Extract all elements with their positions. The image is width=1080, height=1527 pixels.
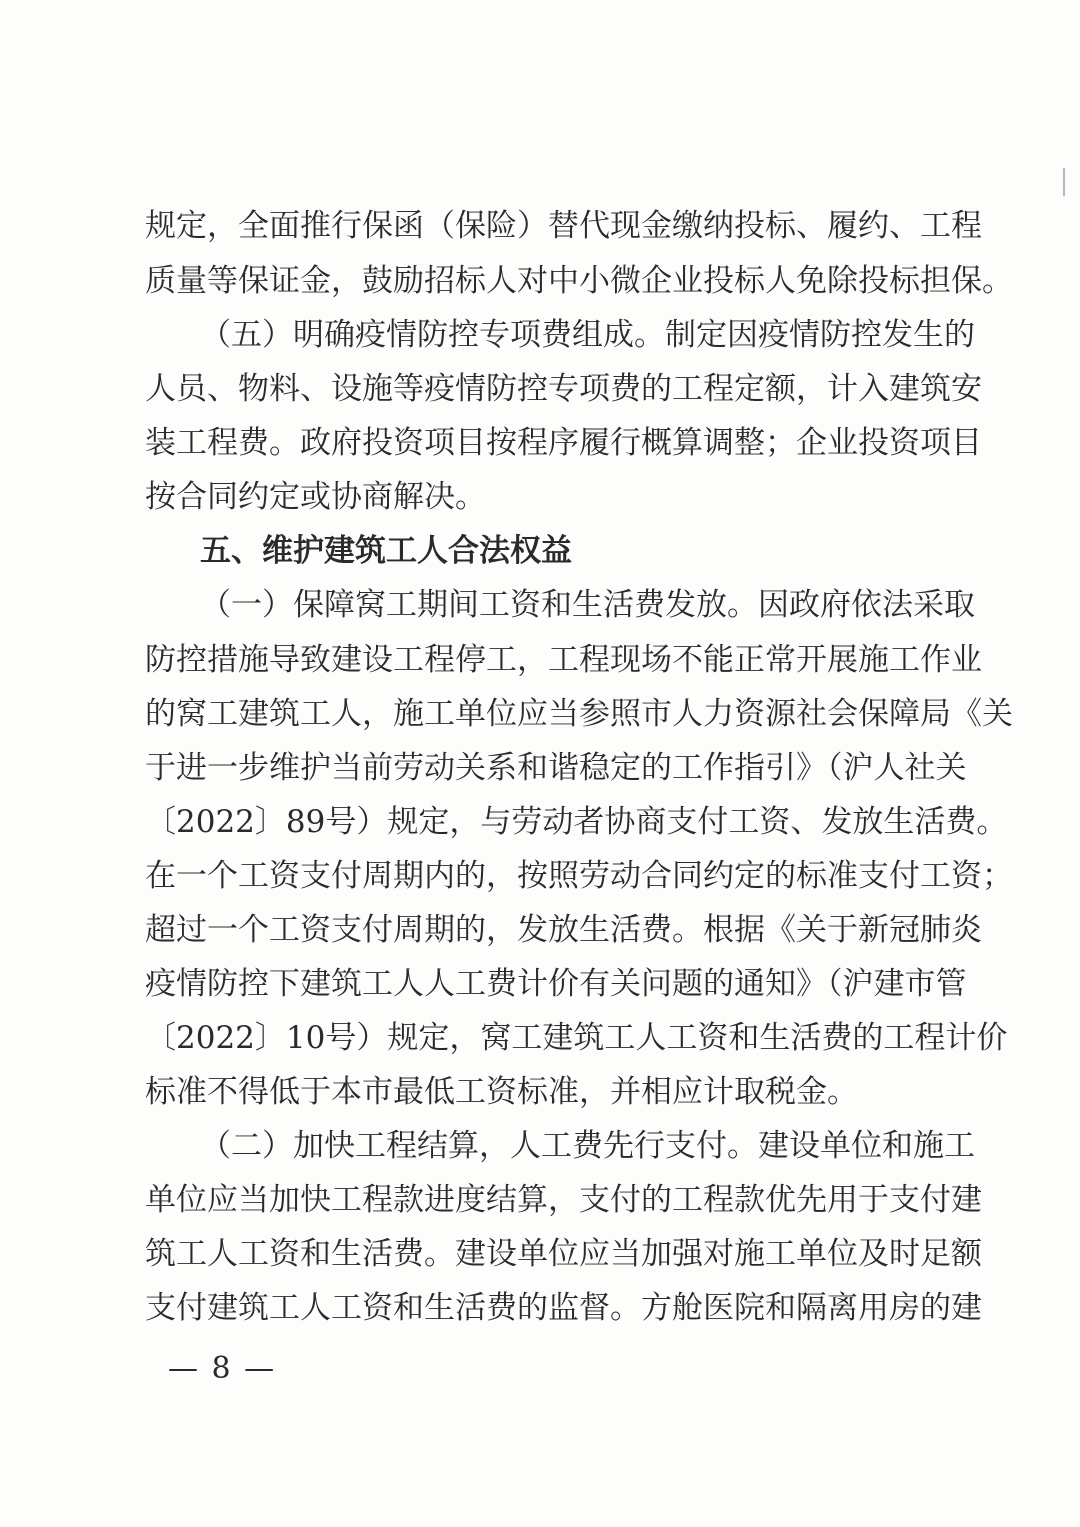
paragraph-line: 单位应当加快工程款进度结算，支付的工程款优先用于支付建 (145, 1182, 982, 1218)
paragraph-line: 于进一步维护当前劳动关系和谐稳定的工作指引》（沪人社关 (145, 750, 967, 786)
paragraph-line: 防控措施导致建设工程停工，工程现场不能正常开展施工作业 (145, 642, 982, 678)
paragraph-line: 标准不得低于本市最低工资标准，并相应计取税金。 (145, 1074, 858, 1110)
paragraph-line: （二）加快工程结算，人工费先行支付。建设单位和施工 (200, 1128, 975, 1164)
section-heading: 五、维护建筑工人合法权益 (200, 533, 572, 569)
paragraph-line: 筑工人工资和生活费。建设单位应当加强对施工单位及时足额 (145, 1236, 982, 1272)
paragraph-line: 的窝工建筑工人，施工单位应当参照市人力资源社会保障局《关 (145, 696, 1013, 732)
paragraph-line: （五）明确疫情防控专项费组成。制定因疫情防控发生的 (200, 317, 975, 353)
paragraph-line: 规定，全面推行保函（保险）替代现金缴纳投标、履约、工程 (145, 208, 982, 244)
paragraph-line: 〔2022〕89号）规定，与劳动者协商支付工资、发放生活费。 (145, 804, 1008, 840)
paragraph-line: 质量等保证金，鼓励招标人对中小微企业投标人免除投标担保。 (145, 263, 1013, 299)
page-number: — 8 — (168, 1351, 277, 1386)
paragraph-line: 超过一个工资支付周期的，发放生活费。根据《关于新冠肺炎 (145, 912, 982, 948)
paragraph-line: 装工程费。政府投资项目按程序履行概算调整；企业投资项目 (145, 425, 982, 461)
paragraph-line: 支付建筑工人工资和生活费的监督。方舱医院和隔离用房的建 (145, 1290, 982, 1326)
paragraph-line: （一）保障窝工期间工资和生活费发放。因政府依法采取 (200, 587, 975, 623)
scan-edge-mark (1063, 168, 1065, 196)
paragraph-line: 在一个工资支付周期内的，按照劳动合同约定的标准支付工资； (145, 858, 1013, 894)
paragraph-line: 疫情防控下建筑工人人工费计价有关问题的通知》（沪建市管 (145, 966, 967, 1002)
paragraph-line: 人员、物料、设施等疫情防控专项费的工程定额，计入建筑安 (145, 371, 982, 407)
paragraph-line: 按合同约定或协商解决。 (145, 479, 486, 515)
paragraph-line: 〔2022〕10号）规定，窝工建筑工人工资和生活费的工程计价 (145, 1020, 1008, 1056)
